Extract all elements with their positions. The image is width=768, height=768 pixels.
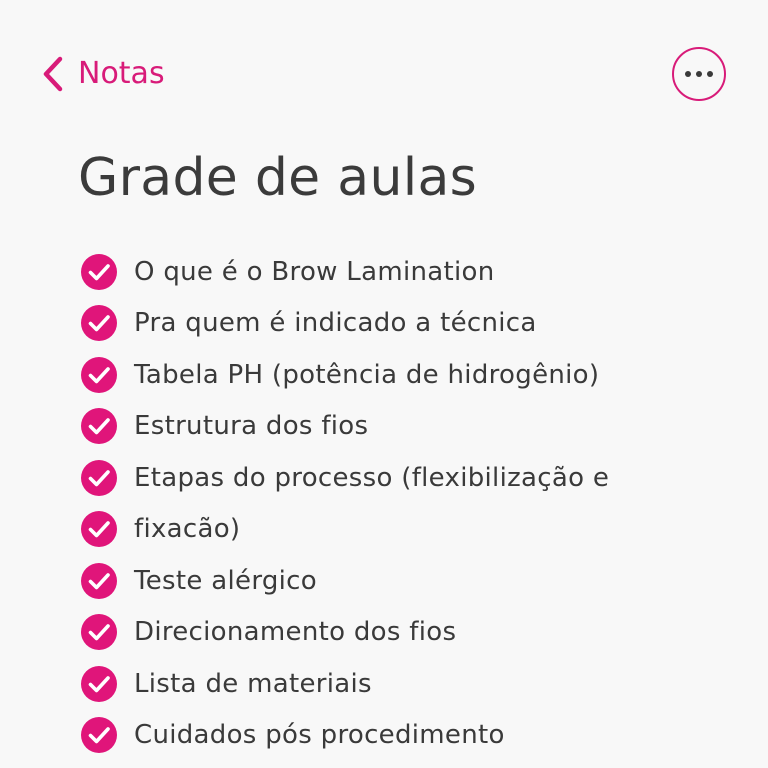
back-button-label: Notas	[78, 56, 165, 91]
checklist-item-label: Cuidados pós procedimento	[134, 720, 505, 751]
check-circle-icon[interactable]	[80, 253, 118, 291]
page-title: Grade de aulas	[78, 148, 478, 208]
checklist-item-label: Tabela PH (potência de hidrogênio)	[134, 359, 600, 390]
check-circle-icon[interactable]	[80, 304, 118, 342]
checklist-item[interactable]	[80, 349, 760, 401]
checklist-item-label: Pra quem é indicado a técnica	[134, 308, 537, 339]
checklist-item[interactable]	[80, 710, 760, 762]
checklist-item[interactable]	[80, 658, 760, 710]
checklist-item[interactable]	[80, 504, 760, 556]
checklist-item[interactable]	[80, 555, 760, 607]
back-button[interactable]	[38, 52, 165, 96]
checklist-item-label: Teste alérgico	[134, 565, 317, 596]
check-circle-icon[interactable]	[80, 356, 118, 394]
more-horizontal-icon	[685, 71, 691, 77]
checklist-item[interactable]	[80, 246, 760, 298]
checklist-item[interactable]	[80, 607, 760, 659]
checklist-item-label: Direcionamento dos fios	[134, 617, 457, 648]
navigation-bar	[0, 0, 768, 150]
check-circle-icon[interactable]	[80, 510, 118, 548]
check-circle-icon[interactable]	[80, 407, 118, 445]
more-options-button[interactable]	[672, 47, 726, 101]
more-horizontal-icon	[696, 71, 702, 77]
checklist-item-label: Lista de materiais	[134, 668, 372, 699]
checklist-item[interactable]	[80, 298, 760, 350]
chevron-left-icon	[38, 54, 68, 94]
check-circle-icon[interactable]	[80, 459, 118, 497]
check-circle-icon[interactable]	[80, 562, 118, 600]
check-circle-icon[interactable]	[80, 665, 118, 703]
checklist-item[interactable]	[80, 401, 760, 453]
more-horizontal-icon	[707, 71, 713, 77]
checklist-item[interactable]	[80, 452, 760, 504]
check-circle-icon[interactable]	[80, 716, 118, 754]
checklist-item-label: O que é o Brow Lamination	[134, 256, 495, 287]
check-circle-icon[interactable]	[80, 613, 118, 651]
checklist-item-label: Estrutura dos fios	[134, 411, 369, 442]
checklist-item-label: fixacão)	[134, 514, 241, 545]
checklist	[80, 246, 760, 761]
checklist-item-label: Etapas do processo (flexibilização e	[134, 462, 610, 493]
